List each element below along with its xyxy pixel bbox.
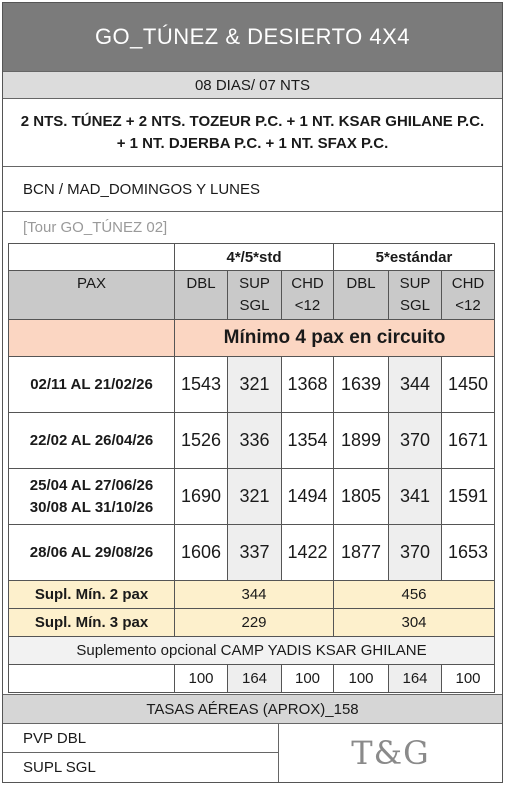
supplement-row	[9, 609, 495, 637]
price-cell: 1450	[442, 357, 495, 413]
tour-title: GO_TÚNEZ & DESIERTO 4X4	[3, 3, 502, 72]
minimum-note: Mínimo 4 pax en circuito	[175, 320, 495, 357]
price-cell: 1877	[334, 525, 389, 581]
price-cell: 1671	[442, 413, 495, 469]
supplement-value: 456	[334, 581, 495, 609]
date-range-label: 02/11 AL 21/02/26	[9, 357, 175, 413]
price-cell: 321	[228, 357, 282, 413]
dbl-header: DBL	[334, 271, 389, 320]
empty-header-cell	[9, 244, 175, 271]
price-cell: 1354	[282, 413, 334, 469]
airport-taxes: TASAS AÉREAS (APROX)_158	[3, 694, 502, 724]
camp-value: 100	[282, 665, 334, 693]
supplement-label: Supl. Mín. 2 pax	[9, 581, 175, 609]
tour-duration: 08 DIAS/ 07 NTS	[3, 72, 502, 99]
group-header-std: 4*/5*std	[175, 244, 334, 271]
table-row	[9, 357, 495, 413]
supplement-label: Supl. Mín. 3 pax	[9, 609, 175, 637]
supplement-value: 304	[334, 609, 495, 637]
sup-sgl-header: SUP SGL	[389, 271, 442, 320]
brand-logo: T&G	[351, 734, 430, 772]
price-cell: 321	[228, 469, 282, 525]
supplement-value: 344	[175, 581, 334, 609]
minimum-note-row	[9, 320, 495, 357]
price-cell: 1494	[282, 469, 334, 525]
supl-sgl-label: SUPL SGL	[3, 753, 279, 782]
price-cell: 1606	[175, 525, 228, 581]
date-range-label: 22/02 AL 26/04/26	[9, 413, 175, 469]
sup-sgl-header: SUP SGL	[228, 271, 282, 320]
price-cell: 1368	[282, 357, 334, 413]
pvp-dbl-label: PVP DBL	[3, 724, 279, 753]
camp-value: 100	[442, 665, 495, 693]
chd-header: CHD <12	[282, 271, 334, 320]
price-cell: 1422	[282, 525, 334, 581]
date-range-label: 28/06 AL 29/08/26	[9, 525, 175, 581]
table-row	[9, 469, 495, 525]
price-cell: 344	[389, 357, 442, 413]
chd-header: CHD <12	[442, 271, 495, 320]
supplement-row	[9, 581, 495, 609]
date-range-label: 25/04 AL 27/06/26 30/08 AL 31/10/26	[9, 469, 175, 525]
camp-supplement-row	[9, 637, 495, 665]
camp-values-row	[9, 665, 495, 693]
pax-header: PAX	[9, 271, 175, 320]
camp-value: 164	[228, 665, 282, 693]
price-cell: 1899	[334, 413, 389, 469]
price-cell: 1591	[442, 469, 495, 525]
price-table	[8, 243, 495, 693]
price-cell: 1690	[175, 469, 228, 525]
price-cell: 1639	[334, 357, 389, 413]
camp-value: 164	[389, 665, 442, 693]
price-cell: 1543	[175, 357, 228, 413]
table-row	[9, 525, 495, 581]
minimum-blank-cell	[9, 320, 175, 357]
price-cell: 341	[389, 469, 442, 525]
group-header-estandar: 5*estándar	[334, 244, 495, 271]
dbl-header: DBL	[175, 271, 228, 320]
price-cell: 370	[389, 525, 442, 581]
table-row	[9, 413, 495, 469]
supplement-value: 229	[175, 609, 334, 637]
group-header-row	[9, 244, 495, 271]
price-cell: 1805	[334, 469, 389, 525]
tour-code: [Tour GO_TÚNEZ 02]	[3, 212, 502, 243]
price-cell: 1653	[442, 525, 495, 581]
camp-value: 100	[334, 665, 389, 693]
price-cell: 1526	[175, 413, 228, 469]
price-cell: 336	[228, 413, 282, 469]
price-cell: 337	[228, 525, 282, 581]
tour-route: 2 NTS. TÚNEZ + 2 NTS. TOZEUR P.C. + 1 NT. KSAR GHILANE P.C. + 1 NT. DJERBA P.C. + 1 NT. SFAX P.C.	[3, 99, 502, 167]
departures: BCN / MAD_DOMINGOS Y LUNES	[3, 167, 502, 212]
column-header-row	[9, 271, 495, 320]
camp-supplement-label: Suplemento opcional CAMP YADIS KSAR GHILANE	[9, 637, 495, 665]
price-cell: 370	[389, 413, 442, 469]
camp-blank-cell	[9, 665, 175, 693]
camp-value: 100	[175, 665, 228, 693]
